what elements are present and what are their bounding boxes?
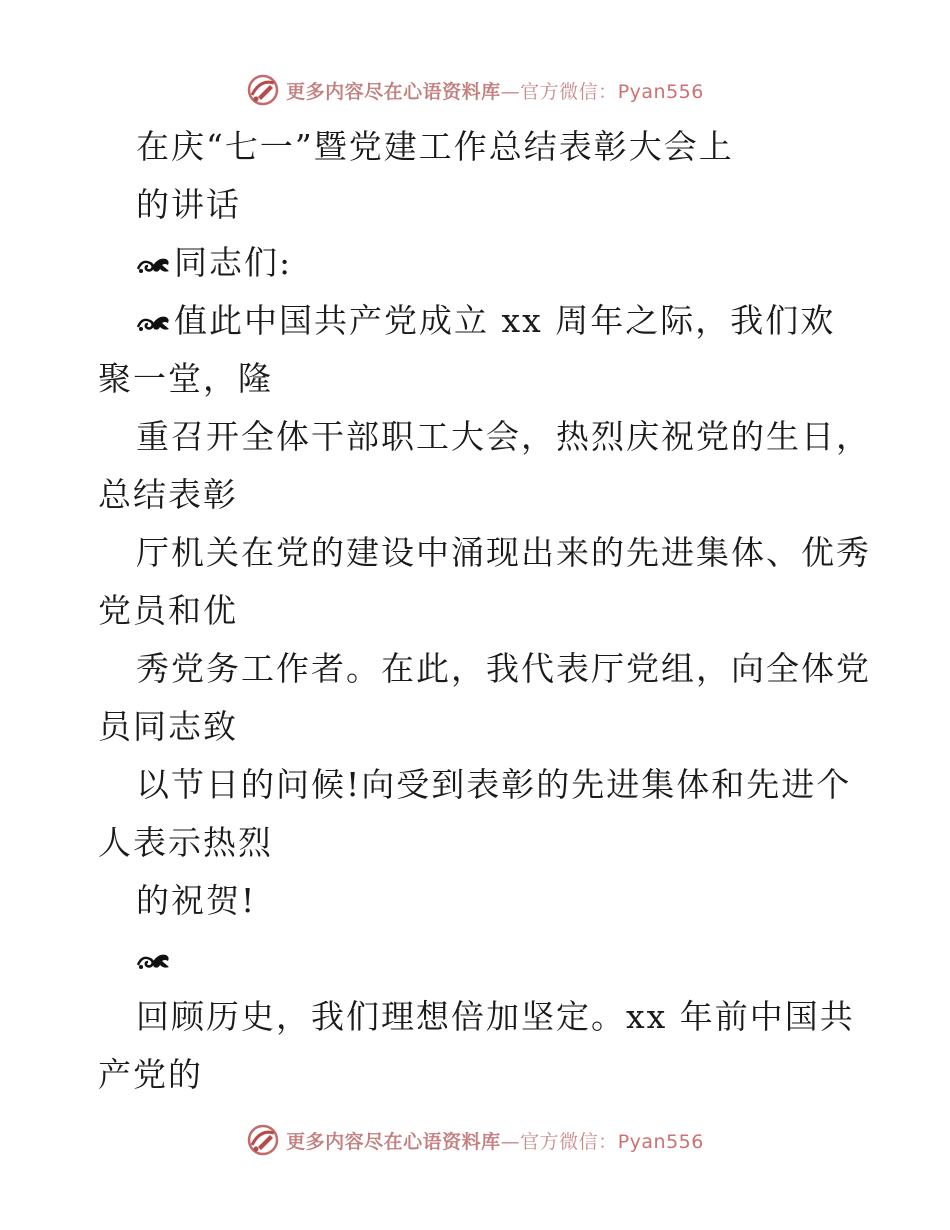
pen-logo-icon [246, 1123, 280, 1157]
line-text: 以节日的问候!向受到表彰的先进集体和先进个 [136, 765, 852, 804]
line-text: 重召开全体干部职工大会，热烈庆祝党的生日， [136, 417, 871, 456]
fleuron-icon [136, 253, 172, 277]
line-text: 值此中国共产党成立 xx 周年之际，我们欢 [174, 301, 836, 340]
banner-wechat-id: Pyan556 [617, 1130, 704, 1153]
banner-official-text: 官方微信： [520, 1130, 618, 1153]
doc-line [98, 408, 888, 466]
doc-line [98, 872, 888, 930]
line-text: 党员和优 [98, 591, 238, 630]
banner-dash: — [500, 1130, 521, 1153]
line-text: 人表示热烈 [98, 823, 273, 862]
line-text: 产党的 [98, 1055, 203, 1094]
banner-text [286, 77, 704, 104]
doc-line [98, 466, 888, 524]
doc-line [98, 756, 888, 814]
line-text: 回顾历史，我们理想倍加坚定。xx 年前中国共 [136, 997, 855, 1036]
line-text: 的祝贺! [136, 881, 257, 920]
banner-main-text: 更多内容尽在心语资料库 [286, 1130, 501, 1153]
doc-line [98, 640, 888, 698]
banner-official-text: 官方微信： [520, 80, 618, 103]
doc-line [98, 698, 888, 756]
banner-main-text: 更多内容尽在心语资料库 [286, 80, 501, 103]
banner-wechat-id: Pyan556 [617, 80, 704, 103]
line-text: 聚一堂，隆 [98, 359, 273, 398]
line-text: 秀党务工作者。在此，我代表厅党组，向全体党 [136, 649, 871, 688]
line-text: 的讲话 [136, 185, 241, 224]
header-banner [0, 70, 950, 110]
doc-line [98, 988, 888, 1046]
fleuron-icon [136, 949, 172, 973]
doc-line [98, 350, 888, 408]
line-text: 同志们: [174, 243, 293, 282]
doc-line [98, 930, 888, 988]
doc-line [98, 582, 888, 640]
doc-line [98, 292, 888, 350]
doc-line [98, 814, 888, 872]
doc-line [98, 524, 888, 582]
line-text: 员同志致 [98, 707, 238, 746]
footer-banner [0, 1120, 950, 1160]
line-text: 在庆“七一”暨党建工作总结表彰大会上 [136, 127, 734, 166]
pen-logo-icon [246, 73, 280, 107]
banner-text [286, 1127, 704, 1154]
doc-line [98, 118, 888, 176]
doc-line [98, 176, 888, 234]
fleuron-icon [136, 311, 172, 335]
line-text: 厅机关在党的建设中涌现出来的先进集体、优秀 [136, 533, 871, 572]
document-body [98, 118, 888, 1104]
line-text: 总结表彰 [98, 475, 238, 514]
doc-line [98, 1046, 888, 1104]
banner-dash: — [500, 80, 521, 103]
doc-line [98, 234, 888, 292]
